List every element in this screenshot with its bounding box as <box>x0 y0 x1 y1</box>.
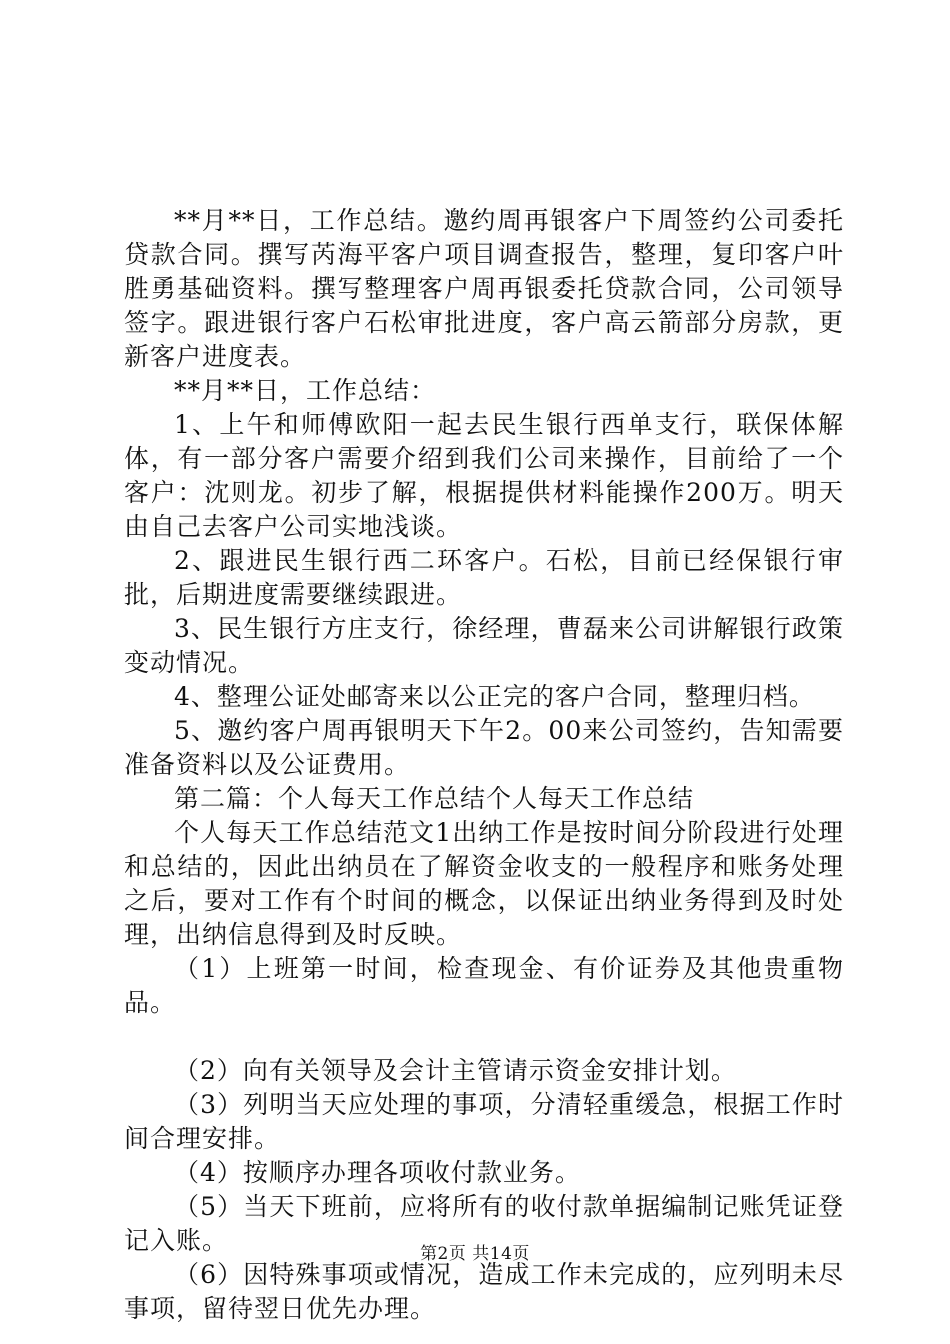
paragraph-summary-2-heading: **月**日，工作总结： <box>174 376 437 405</box>
paragraph-step-5: （5）当天下班前，应将所有的收付款单据编制记账凭证登记入账。 <box>124 1192 844 1255</box>
paragraph-step-1: （1）上班第一时间，检查现金、有价证券及其他贵重物品。 <box>124 954 844 1017</box>
document-body <box>124 204 844 1326</box>
paragraph-item-2: 2、跟进民生银行西二环客户。石松，目前已经保银行审批，后期进度需要继续跟进。 <box>124 546 844 609</box>
paragraph-step-2: （2）向有关领导及会计主管请示资金安排计划。 <box>174 1056 737 1085</box>
paragraph-item-1: 1、上午和师傅欧阳一起去民生银行西单支行，联保体解体，有一部分客户需要介绍到我们公司来操作，目前给了一个客户：沈则龙。初步了解，根据提供材料能操作200万。明天由自己去客户公司实地浅谈。 <box>124 410 844 541</box>
section-heading-part-two: 第二篇：个人每天工作总结个人每天工作总结 <box>174 784 695 813</box>
paragraph-step-4: （4）按顺序办理各项收付款业务。 <box>174 1158 581 1187</box>
paragraph-item-4: 4、整理公证处邮寄来以公正完的客户合同，整理归档。 <box>174 682 815 711</box>
paragraph-step-3: （3）列明当天应处理的事项，分清轻重缓急，根据工作时间合理安排。 <box>124 1090 844 1153</box>
paragraph-summary-1: **月**日，工作总结。邀约周再银客户下周签约公司委托贷款合同。撰写芮海平客户项目调查报告，整理，复印客户叶胜勇基础资料。撰写整理客户周再银委托贷款合同，公司领导签字。跟进银行客户石松审批进度，客户高云箭部分房款，更新客户进度表。 <box>124 206 844 371</box>
paragraph-item-3: 3、民生银行方庄支行，徐经理，曹磊来公司讲解银行政策变动情况。 <box>124 614 844 677</box>
paragraph-intro: 个人每天工作总结范文1出纳工作是按时间分阶段进行处理和总结的，因此出纳员在了解资金收支的一般程序和账务处理之后，要对工作有个时间的概念，以保证出纳业务得到及时处理，出纳信息得到及时反映。 <box>124 818 844 949</box>
page-number-footer: 第2页 共14页 <box>420 1244 530 1264</box>
paragraph-item-5: 5、邀约客户周再银明天下午2。00来公司签约，告知需要准备资料以及公证费用。 <box>124 716 844 779</box>
paragraph-step-6: （6）因特殊事项或情况，造成工作未完成的，应列明未尽事项，留待翌日优先办理。 <box>124 1260 844 1323</box>
